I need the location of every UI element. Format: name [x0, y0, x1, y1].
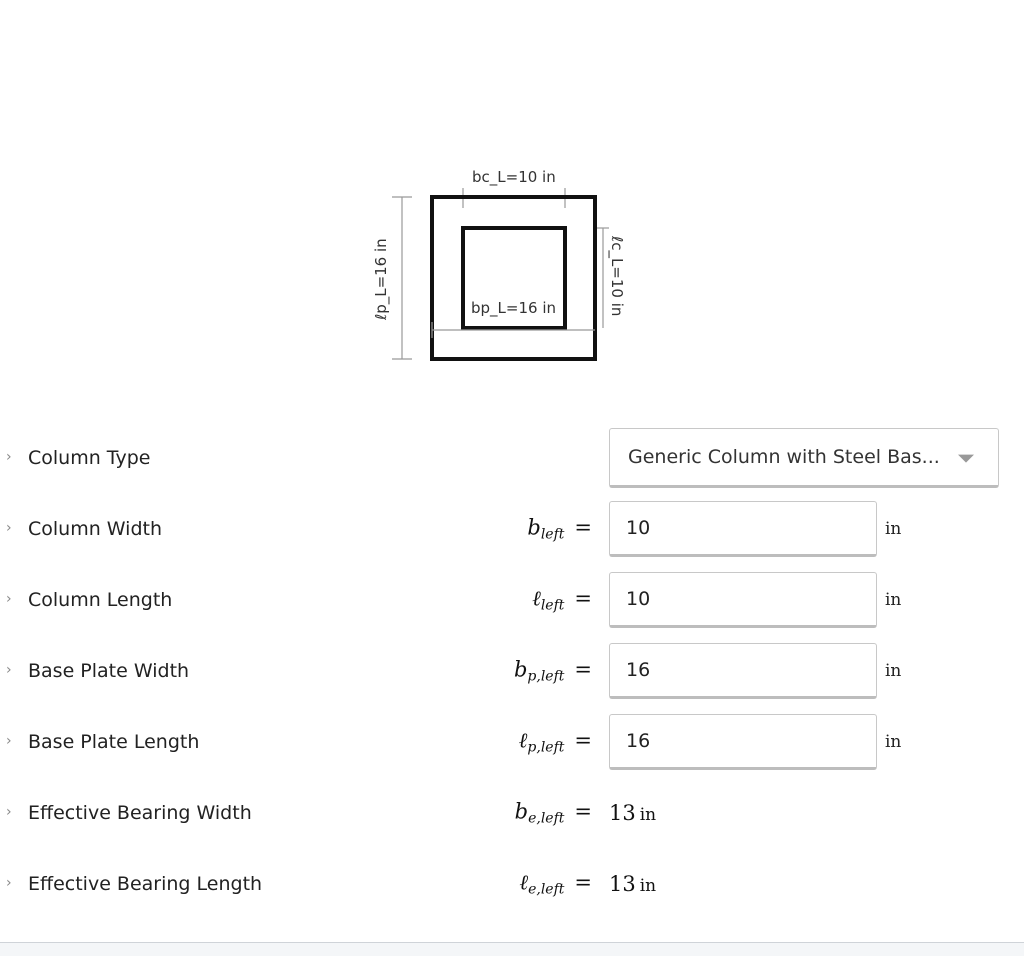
column-length-input[interactable]: 10 — [609, 572, 877, 628]
base-plate-width-unit: in — [885, 661, 902, 681]
column-width-input[interactable]: 10 — [609, 501, 877, 557]
column-width-label: Column Width — [28, 518, 163, 540]
chevron-right-icon[interactable]: › — [6, 875, 12, 892]
base-plate-diagram — [360, 160, 640, 375]
column-type-label: Column Type — [28, 447, 151, 469]
base-plate-width-input[interactable]: 16 — [609, 643, 877, 699]
row-column-length — [0, 569, 1024, 631]
column-length-symbol: ℓ$_{left}$ = — [532, 586, 592, 614]
chevron-right-icon[interactable]: › — [6, 662, 12, 679]
base-plate-length-input[interactable]: 16 — [609, 714, 877, 770]
effective-bearing-width-symbol: $b_{e,left}$ = — [514, 799, 592, 827]
effective-bearing-length-label: Effective Bearing Length — [28, 873, 263, 895]
base-plate-length-unit: in — [885, 732, 902, 752]
chevron-right-icon[interactable]: › — [6, 591, 12, 608]
chevron-right-icon[interactable]: › — [6, 733, 12, 750]
diagram-svg — [360, 160, 640, 375]
base-plate-outline — [432, 197, 595, 359]
row-effective-bearing-width — [0, 782, 1024, 844]
base-plate-width-symbol: $b_{p,left}$ = — [513, 657, 592, 685]
effective-bearing-length-symbol: ℓ$_{e,left}$ = — [519, 870, 592, 898]
effective-bearing-length-value: 13 in — [609, 872, 657, 896]
column-type-select[interactable] — [609, 428, 999, 488]
column-length-unit: in — [885, 590, 902, 610]
base-plate-width-label: Base Plate Width — [28, 660, 190, 682]
footer-strip — [0, 943, 1024, 956]
bp-label: bp_L=16 in — [471, 299, 556, 317]
chevron-right-icon[interactable]: › — [6, 449, 12, 466]
row-column-width — [0, 498, 1024, 560]
column-width-symbol: $b_{left}$ = — [527, 515, 592, 543]
lp-label: ℓp_L=16 in — [372, 238, 390, 320]
column-type-value: Generic Column with Steel Bas... — [628, 446, 940, 468]
row-column-type — [0, 427, 1024, 489]
chevron-down-icon[interactable] — [958, 455, 974, 463]
lc-label: ℓc_L=10 in — [608, 236, 626, 317]
base-plate-length-symbol: ℓ$_{p,left}$ = — [518, 728, 592, 756]
bc-label: bc_L=10 in — [472, 168, 556, 186]
base-plate-length-label: Base Plate Length — [28, 731, 200, 753]
effective-bearing-width-label: Effective Bearing Width — [28, 802, 252, 824]
chevron-right-icon[interactable]: › — [6, 520, 12, 537]
row-base-plate-width — [0, 640, 1024, 702]
chevron-right-icon[interactable]: › — [6, 804, 12, 821]
effective-bearing-width-value: 13 in — [609, 801, 657, 825]
column-width-unit: in — [885, 519, 902, 539]
column-length-label: Column Length — [28, 589, 173, 611]
row-effective-bearing-length — [0, 853, 1024, 915]
row-base-plate-length — [0, 711, 1024, 773]
